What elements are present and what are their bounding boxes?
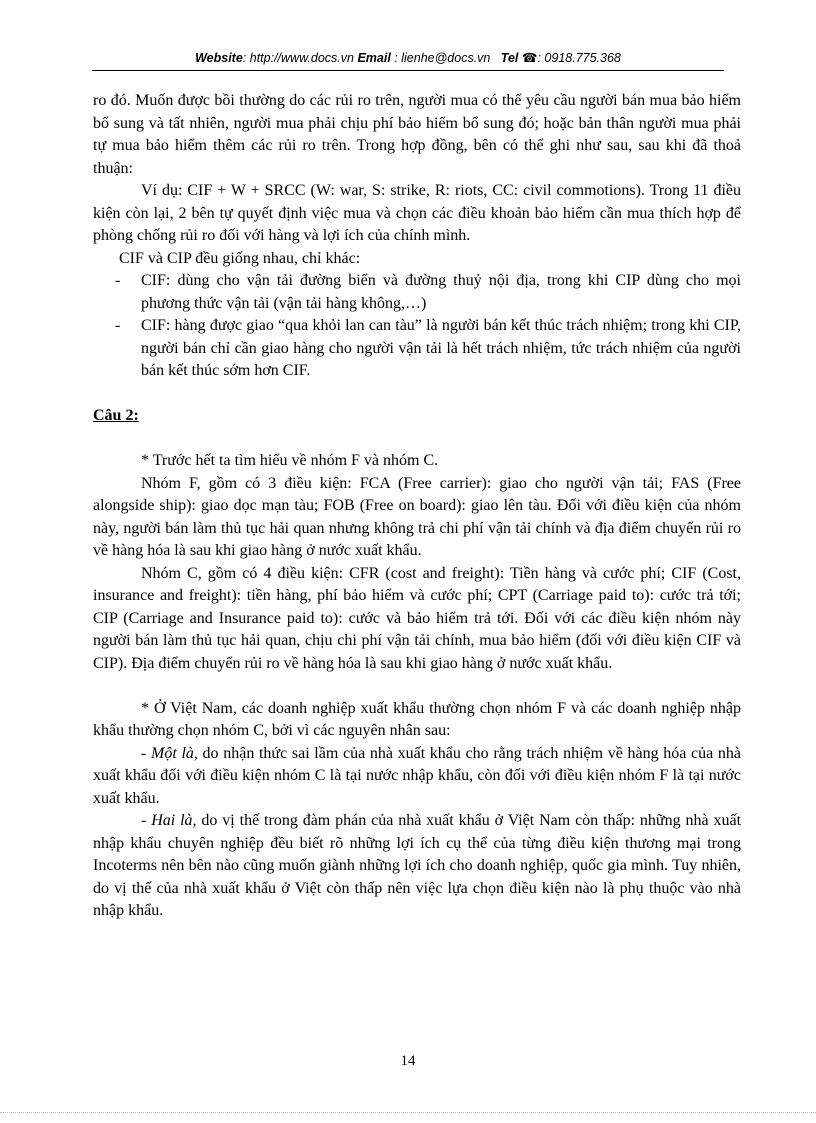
emphasis: Hai là, xyxy=(151,812,197,829)
list-item-text: CIF: dùng cho vận tải đường biển và đường thuỷ nội địa, trong khi CIP dùng cho mọi phương thức vận tải (vận tải hàng không,…) xyxy=(141,272,741,312)
section-heading: Câu 2: xyxy=(93,407,139,424)
paragraph: Nhóm C, gồm có 4 điều kiện: CFR (cost and freight): Tiền hàng và cước phí; CIF (Cost, insurance and freight): tiền hàng, phí bảo hiểm và cước phí; CPT (Carriage paid to): cước trả tới; CIP (Carriage and Insurance paid to): cước và bảo hiểm trả tới. Đối với các điều kiện nhóm này người bán làm thủ tục hải quan, chịu chi phí vận tải chính, mua bảo hiểm (đối với điều kiện CIF và CIP). Địa điểm chuyển rủi ro về hàng hóa là sau khi giao hàng ở nước xuất khẩu. xyxy=(93,564,741,672)
bullet-dash: - xyxy=(115,272,121,289)
paragraph: Nhóm F, gồm có 3 điều kiện: FCA (Free carrier): giao cho người vận tải; FAS (Free alongside ship): giao dọc mạn tàu; FOB (Free on board): giao lên tàu. Đối với điều kiện của nhóm này, người bán làm thủ tục hải quan nhưng không trả chi phí vận tải chính và địa điểm chuyển rủi ro về hàng hóa là sau khi giao hàng ở nước xuất khẩu. xyxy=(93,474,741,559)
paragraph: * Ở Việt Nam, các doanh nghiệp xuất khẩu thường chọn nhóm F và các doanh nghiệp nhập khẩu thường chọn nhóm C, bởi vì các nguyên nhân sau: xyxy=(93,699,741,739)
paragraph: CIF và CIP đều giống nhau, chỉ khác: xyxy=(119,249,361,267)
paragraph: * Trước hết ta tìm hiểu về nhóm F và nhóm C. xyxy=(141,452,439,469)
dash: - xyxy=(141,812,152,829)
email-value[interactable]: lienhe@docs.vn xyxy=(401,51,491,65)
paragraph: Ví dụ: CIF + W + SRCC (W: war, S: strike, R: riots, CC: civil commotions). Trong 11 điều kiện còn lại, 2 bên tự quyết định việc mua và chọn các điều khoản bảo hiểm cần mua thích hợp để phòng chống rủi ro đối với hàng và lợi ích của chính mình. xyxy=(93,182,741,244)
paragraph: ro đó. Muốn được bồi thường do các rủi ro trên, người mua có thể yêu cầu người bán mua bảo hiểm bổ sung và tất nhiên, người mua phải chịu phí bảo hiểm bổ sung đó; hoặc bản thân người mua phải tự mua bảo hiểm thêm các rủi ro trên. Trong hợp đồng, bên có thể ghi như sau, sau khi đã thoả thuận: xyxy=(93,92,741,177)
website-separator: : xyxy=(242,51,250,65)
website-label: Website xyxy=(195,51,243,65)
page-header xyxy=(92,46,724,71)
paragraph xyxy=(93,810,741,923)
email-label: Email xyxy=(357,51,391,65)
tel-label: Tel xyxy=(500,51,519,65)
footer-divider xyxy=(0,1112,816,1113)
paragraph-text: do vị thế trong đàm phán của nhà xuất khẩu ở Việt Nam còn thấp: những nhà xuất nhập khẩu chuyên nghiệp đều biết rõ những lợi ích cụ thể của từng điều kiện thương mại trong Incoterms nên bên nào cũng muốn giành những lợi ích cho doanh nghiệp, quốc gia mình. Tuy nhiên, do vị thế của nhà xuất khẩu ở Việt còn thấp nên việc lựa chọn điều kiện nào là phụ thuộc vào nhà nhập khẩu. xyxy=(93,812,742,919)
tel-value: : 0918.775.368 xyxy=(537,51,621,65)
document-body xyxy=(93,90,741,923)
list-item-text: CIF: hàng được giao “qua khỏi lan can tàu” là người bán kết thúc trách nhiệm; trong khi CIP, người bán chỉ cần giao hàng cho người vận tải là hết trách nhiệm, tức trách nhiệm của người bán kết thúc sớm hơn CIF. xyxy=(141,317,741,379)
email-separator: : xyxy=(390,51,402,65)
paragraph xyxy=(93,743,741,811)
paragraph-text: do nhận thức sai lầm của nhà xuất khẩu cho rằng trách nhiệm về hàng hóa của nhà xuất khẩu đối với điều kiện nhóm C là tại nước nhập khẩu, còn đối với điều kiện nhóm F là tại nước xuất khẩu. xyxy=(93,744,742,807)
bullet-dash: - xyxy=(115,317,121,334)
emphasis: Một là, xyxy=(151,744,198,762)
list-item xyxy=(115,315,741,383)
page-number: 14 xyxy=(400,1053,416,1069)
website-url[interactable]: http://www.docs.vn xyxy=(249,51,354,65)
dash: - xyxy=(141,744,151,762)
phone-icon: ☎ xyxy=(521,51,538,65)
list-item xyxy=(115,270,741,315)
